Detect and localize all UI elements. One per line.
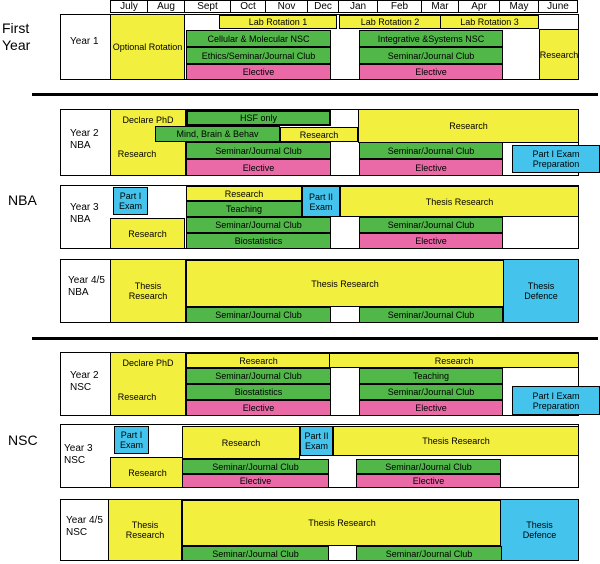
nsc-y45-thesis-left: Thesis Research bbox=[108, 499, 182, 561]
nsc-y45-thesis-block: Thesis Research bbox=[182, 500, 502, 546]
divider-bottom bbox=[32, 337, 598, 340]
nba-y2-seminar-a: Seminar/Journal Club bbox=[186, 142, 331, 159]
nba-y2-research-right: Research bbox=[358, 109, 579, 143]
year1-label: Year 1 bbox=[70, 36, 99, 47]
nba-part2-exam-block: Part II Exam bbox=[302, 186, 340, 217]
nsc-y45-seminar-b: Seminar/Journal Club bbox=[356, 546, 502, 561]
nsc-y2-label: Year 2 NSC bbox=[70, 370, 99, 393]
nsc-defence-block: Thesis Defence bbox=[500, 499, 579, 561]
integrative-nsc-block: Integrative &Systems NSC bbox=[359, 30, 503, 47]
nsc-part2-exam-block: Part II Exam bbox=[300, 426, 333, 456]
nsc-y2-research-a: Research bbox=[186, 353, 331, 368]
year1-elective-b: Elective bbox=[359, 64, 503, 80]
nba-y3-research-top: Research bbox=[186, 186, 302, 201]
nba-biostatistics-block: Biostatistics bbox=[186, 233, 331, 249]
nba-y2-research-left: Research bbox=[111, 145, 163, 163]
month-jun: June bbox=[538, 0, 578, 13]
month-feb: Feb bbox=[377, 0, 422, 13]
nsc-y2-research-b: Research bbox=[329, 353, 579, 368]
nsc-y3-elective-b: Elective bbox=[356, 474, 501, 488]
nsc-y3-elective-a: Elective bbox=[182, 474, 329, 488]
nba-part1-exam-block: Part I Exam bbox=[113, 187, 148, 215]
nba-y3-elective: Elective bbox=[359, 233, 503, 249]
nba-y2-seminar-b: Seminar/Journal Club bbox=[359, 142, 503, 159]
nsc-y2-elective-b: Elective bbox=[359, 400, 503, 416]
nba-part1-prep-block: Part I Exam Preparation bbox=[512, 145, 600, 173]
nsc-part1-exam-block: Part I Exam bbox=[114, 426, 149, 454]
cellular-nsc-block: Cellular & Molecular NSC bbox=[186, 30, 331, 47]
nba-y2-elective-b: Elective bbox=[359, 159, 503, 176]
nba-y3-label: Year 3 NBA bbox=[70, 202, 99, 225]
nba-y2-label: Year 2 NBA bbox=[70, 128, 99, 151]
nba-defence-block: Thesis Defence bbox=[503, 259, 579, 323]
ethics-seminar-block: Ethics/Seminar/Journal Club bbox=[186, 47, 331, 64]
month-mar: Mar bbox=[421, 0, 459, 13]
nsc-y3-seminar-a: Seminar/Journal Club bbox=[182, 459, 329, 474]
nsc-y3-thesis-block: Thesis Research bbox=[333, 426, 579, 456]
nba-y3-thesis-block: Thesis Research bbox=[340, 186, 579, 217]
nba-y45-seminar-b: Seminar/Journal Club bbox=[359, 307, 503, 323]
nba-y2-elective-a: Elective bbox=[186, 159, 331, 176]
nsc-y45-label: Year 4/5 NSC bbox=[66, 515, 103, 538]
nsc-y2-seminar-a: Seminar/Journal Club bbox=[186, 368, 331, 384]
lab-rotation-1-block: Lab Rotation 1 bbox=[219, 15, 337, 29]
month-aug: Aug bbox=[147, 0, 185, 13]
nba-y45-thesis-block: Thesis Research bbox=[186, 260, 504, 307]
nsc-y2-research-left: Research bbox=[111, 388, 163, 406]
nsc-y3-label: Year 3 NSC bbox=[64, 443, 93, 466]
lab-rotation-2-block: Lab Rotation 2 bbox=[339, 15, 441, 29]
month-apr: Apr bbox=[458, 0, 500, 13]
nsc-y2-elective-a: Elective bbox=[186, 400, 331, 416]
nsc-y3-seminar-b: Seminar/Journal Club bbox=[356, 459, 501, 474]
first-year-heading: First Year bbox=[2, 20, 31, 53]
mind-brain-behav-block: Mind, Brain & Behav bbox=[155, 126, 280, 142]
hsf-only-block: HSF only bbox=[186, 110, 331, 126]
nsc-y2-seminar-b: Seminar/Journal Club bbox=[359, 384, 503, 400]
year1-elective-a: Elective bbox=[186, 64, 331, 80]
nsc-part1-prep-block: Part I Exam Preparation bbox=[512, 386, 600, 415]
divider-top bbox=[32, 93, 598, 96]
nsc-heading: NSC bbox=[8, 432, 38, 448]
nba-y3-seminar-b: Seminar/Journal Club bbox=[359, 217, 503, 233]
nsc-y2-declare-block: Declare PhD bbox=[110, 352, 186, 416]
nba-y3-seminar-a: Seminar/Journal Club bbox=[186, 217, 331, 233]
nba-y45-label: Year 4/5 NBA bbox=[68, 275, 105, 298]
month-sep: Sept bbox=[184, 0, 231, 13]
optional-rotation-block: Optional Rotation bbox=[110, 14, 185, 80]
year1-seminar-block: Seminar/Journal Club bbox=[359, 47, 503, 64]
nsc-y3-research-mid: Research bbox=[182, 426, 300, 459]
month-may: May bbox=[499, 0, 539, 13]
month-jul: July bbox=[110, 0, 148, 13]
nba-y45-thesis-left: Thesis Research bbox=[110, 259, 186, 323]
month-dec: Dec bbox=[307, 0, 339, 13]
nba-teaching-block: Teaching bbox=[186, 201, 302, 217]
nsc-y45-seminar-a: Seminar/Journal Club bbox=[182, 546, 329, 561]
nsc-y3-research-left: Research bbox=[110, 457, 185, 488]
nba-y2-research-mid: Research bbox=[280, 127, 358, 142]
nsc-biostatistics-block: Biostatistics bbox=[186, 384, 331, 400]
nba-heading: NBA bbox=[8, 192, 37, 208]
nba-y2-declare-block: Declare PhD bbox=[110, 109, 186, 176]
nba-y3-research-left: Research bbox=[110, 218, 185, 249]
nsc-teaching-block: Teaching bbox=[359, 368, 503, 384]
nba-y45-seminar-a: Seminar/Journal Club bbox=[186, 307, 331, 323]
year1-research-block: Research bbox=[539, 29, 579, 80]
month-nov: Nov bbox=[265, 0, 308, 13]
month-oct: Oct bbox=[230, 0, 266, 13]
lab-rotation-3-block: Lab Rotation 3 bbox=[440, 15, 539, 29]
month-jan: Jan bbox=[338, 0, 378, 13]
